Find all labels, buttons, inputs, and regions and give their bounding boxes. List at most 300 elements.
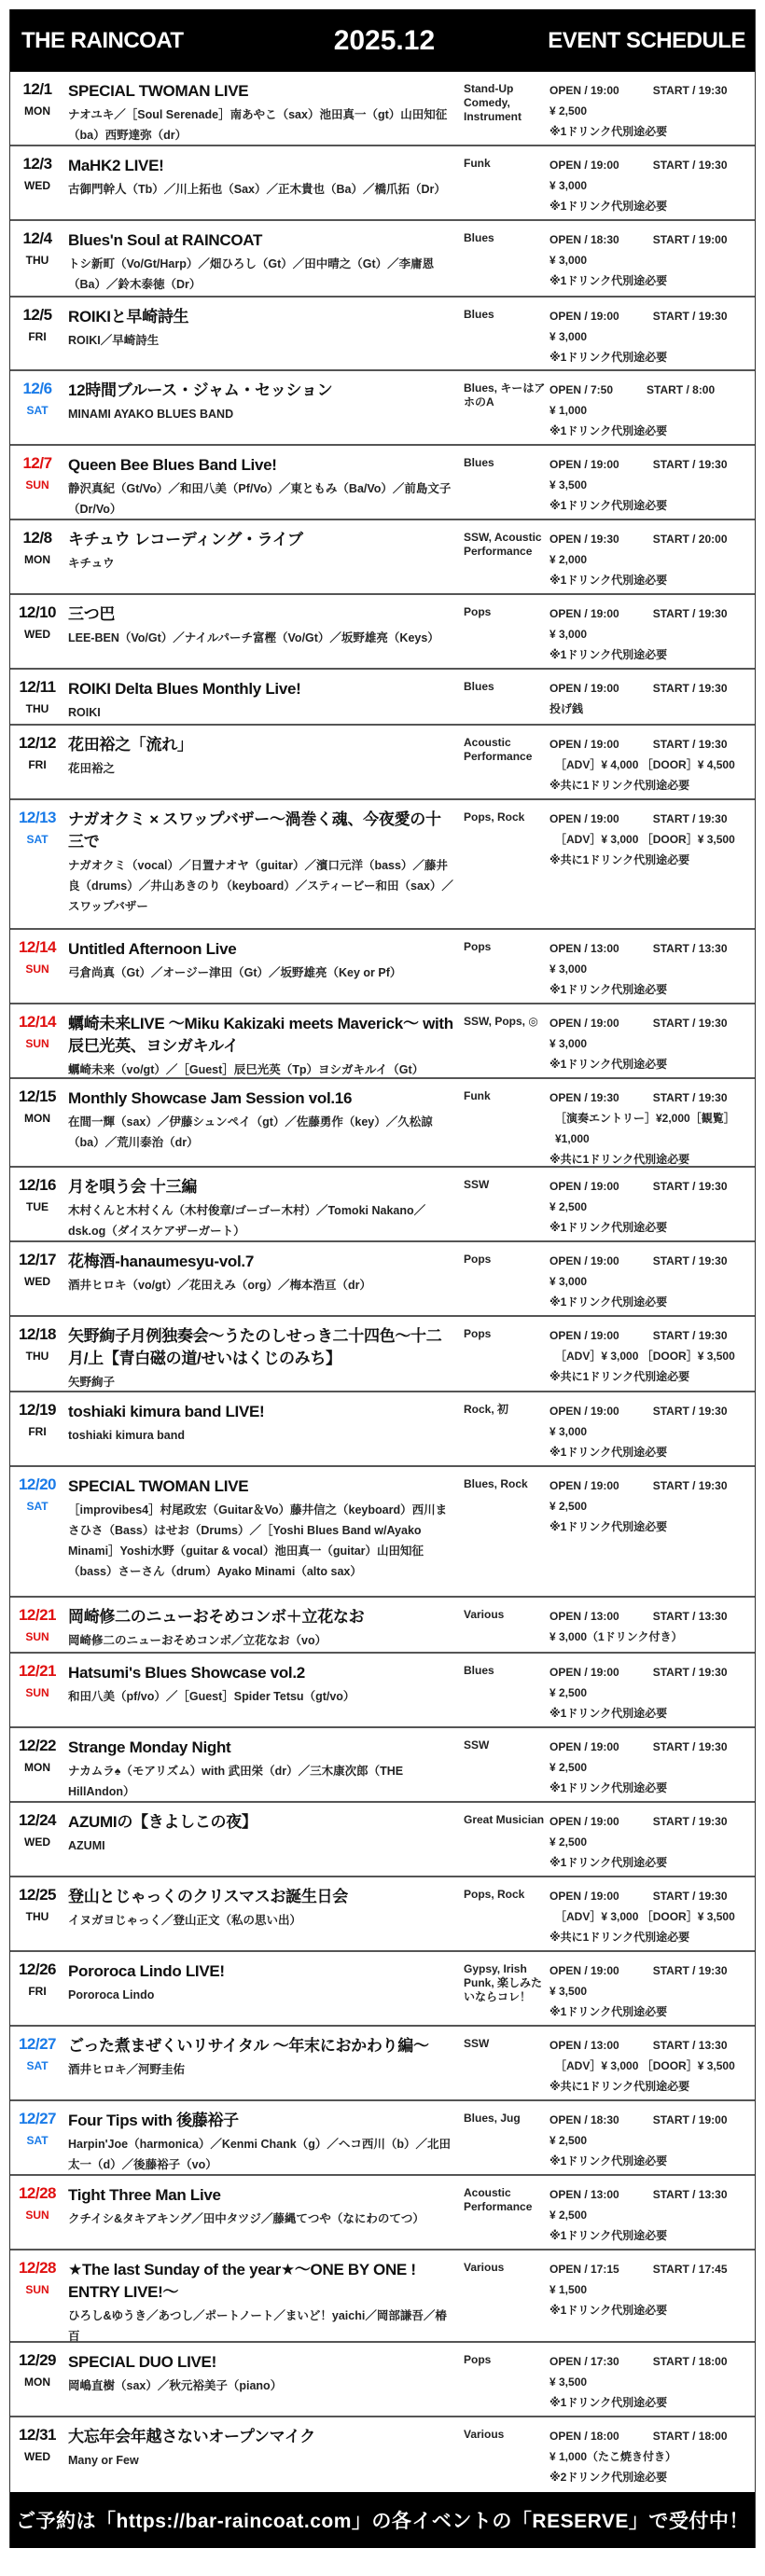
event-drink-note: ※1ドリンク代別途必要 [549, 2154, 668, 2167]
event-row [10, 1317, 755, 1392]
event-times [549, 80, 751, 101]
event-genre: Blues [464, 1664, 494, 1677]
event-price: ¥ 2,500 [549, 104, 588, 118]
event-main-cell [64, 1960, 464, 2019]
event-row [10, 2101, 755, 2176]
event-main-cell [64, 1606, 464, 1646]
event-start-time: START / 19:30 [652, 812, 728, 825]
event-info-cell [549, 1251, 755, 1309]
event-info-cell [549, 809, 755, 922]
event-performers: 岡嶋直樹（sax）／秋元裕美子（piano） [68, 2379, 283, 2392]
event-row [10, 2343, 755, 2417]
event-weekday: MON [24, 2375, 50, 2389]
event-title: Pororoca Lindo LIVE! [68, 1962, 225, 1980]
event-drink-note: ※共に1ドリンク代別途必要 [549, 853, 690, 866]
event-title: 月を唄う会 十三編 [68, 1178, 198, 1196]
event-start-time: START / 13:30 [652, 2039, 728, 2052]
event-info-cell [549, 1325, 755, 1385]
event-price: ［演奏エントリー］¥2,000［観覧］¥1,000 [555, 1112, 735, 1145]
event-row [10, 1598, 755, 1654]
event-open-time: OPEN / 17:15 [549, 2263, 619, 2276]
event-main-cell [64, 938, 464, 997]
event-open-time: OPEN / 19:00 [549, 738, 619, 751]
event-performers: ［improvibes4］村尾政宏（Guitar＆Vo）藤井信之（keyboard）西川まさひさ（Bass）はせお（Drums）／［Yoshi Blues Band w/Ayako Minami］Yoshi水野（guitar & vocal）池田真一（guitar）山田知征（bass）さーさん（drum）Ayako Minami（alto sax） [68, 1503, 448, 1578]
event-row [10, 726, 755, 800]
event-drink-note: ※1ドリンク代別途必要 [549, 1520, 668, 1533]
event-date: 12/10 [18, 603, 57, 621]
event-main-cell [64, 678, 464, 718]
event-start-time: START / 19:30 [652, 682, 728, 695]
event-date-cell [10, 809, 64, 922]
event-performers: LEE-BEN（Vo/Gt）／ナイルパーチ富樫（Vo/Gt）／坂野雄亮（Keys） [68, 631, 439, 644]
event-genre: Blues [464, 456, 494, 469]
event-open-time: OPEN / 18:00 [549, 2430, 619, 2443]
event-weekday: TUE [26, 1200, 49, 1213]
event-main-cell [64, 454, 464, 516]
event-row [10, 1728, 755, 1803]
event-weekday: SUN [25, 2283, 49, 2296]
event-price: ［ADV］¥ 3,000 ［DOOR］¥ 3,500 [555, 2059, 735, 2072]
event-row [10, 72, 755, 146]
event-title: Untitled Afternoon Live [68, 940, 237, 958]
event-price: ¥ 2,500 [549, 2134, 588, 2147]
event-title: 岡崎修二のニューおそめコンボ＋立花なお [68, 1608, 365, 1626]
event-row [10, 930, 755, 1004]
event-row [10, 595, 755, 670]
event-drink-note: ※1ドリンク代別途必要 [549, 648, 668, 661]
event-date: 12/16 [18, 1176, 57, 1194]
event-date: 12/12 [18, 734, 57, 752]
event-times [549, 229, 751, 250]
event-date-cell [10, 380, 64, 438]
event-open-time: OPEN / 19:30 [549, 1091, 619, 1104]
event-weekday: THU [25, 1350, 49, 1363]
event-weekday: SUN [25, 963, 49, 976]
event-genre: Stand-Up Comedy, Instrument [464, 82, 522, 123]
event-open-time: OPEN / 19:00 [549, 682, 619, 695]
event-date-cell [10, 2259, 64, 2335]
event-weekday: THU [25, 1910, 49, 1923]
event-row [10, 1079, 755, 1168]
event-price: ¥ 3,500 [549, 1985, 588, 1998]
event-times [549, 678, 751, 699]
event-performers: トシ新町（Vo/Gt/Harp）／畑ひろし（Gt）／田中晴之（Gt）／李庸恩（Ba）／鈴木泰徳（Dr） [68, 257, 435, 291]
event-row [10, 221, 755, 298]
event-times [549, 603, 751, 624]
event-open-time: OPEN / 19:00 [549, 607, 619, 620]
event-date-cell [10, 1606, 64, 1646]
event-row [10, 371, 755, 446]
event-date: 12/13 [18, 809, 57, 826]
event-price: ［ADV］¥ 4,000 ［DOOR］¥ 4,500 [555, 758, 735, 771]
event-title: toshiaki kimura band LIVE! [68, 1403, 265, 1420]
event-date-cell [10, 938, 64, 997]
event-genre: SSW, Acoustic Performance [464, 531, 542, 558]
event-date-cell [10, 1737, 64, 1795]
event-genre: Blues, Jug [464, 2112, 521, 2125]
event-performers: MINAMI AYAKO BLUES BAND [68, 408, 234, 421]
event-schedule-sheet [9, 9, 756, 2548]
event-date: 12/11 [19, 678, 56, 696]
event-date: 12/21 [18, 1606, 57, 1624]
event-main-cell [64, 603, 464, 662]
event-date: 12/19 [18, 1401, 57, 1419]
event-drink-note: ※1ドリンク代別途必要 [549, 2229, 668, 2242]
event-times [549, 529, 751, 549]
event-title: Blues'n Soul at RAINCOAT [68, 231, 263, 249]
event-weekday: WED [24, 628, 50, 641]
event-row [10, 670, 755, 726]
event-open-time: OPEN / 7:50 [549, 383, 614, 396]
event-row [10, 1654, 755, 1728]
event-start-time: START / 19:30 [652, 1964, 728, 1977]
event-main-cell [64, 2259, 464, 2343]
event-row [10, 1877, 755, 1952]
event-drink-note: ※共に1ドリンク代別途必要 [549, 779, 690, 792]
event-title: ROIKIと早崎詩生 [68, 308, 189, 325]
event-genre: SSW [464, 1178, 490, 1191]
event-title: Strange Monday Night [68, 1738, 231, 1756]
event-performers: 和田八美（pf/vo）／［Guest］Spider Tetsu（gt/vo） [68, 1690, 355, 1703]
event-price: ¥ 2,500 [549, 1761, 588, 1774]
event-performers: 酒井ヒロキ（vo/gt）／花田えみ（org）／梅本浩亘（dr） [68, 1279, 371, 1292]
event-date-cell [10, 1662, 64, 1721]
event-price: ¥ 3,000 [549, 330, 588, 343]
event-open-time: OPEN / 19:00 [549, 1479, 619, 1492]
event-price: ［ADV］¥ 3,000 ［DOOR］¥ 3,500 [555, 833, 735, 846]
event-open-time: OPEN / 19:00 [549, 1180, 619, 1193]
event-drink-note: ※1ドリンク代別途必要 [549, 1707, 668, 1720]
event-date-cell [10, 1886, 64, 1945]
event-price: ¥ 3,000 [549, 628, 588, 641]
event-info-cell [549, 1737, 755, 1795]
event-start-time: START / 19:30 [652, 1815, 728, 1828]
event-drink-note: ※共に1ドリンク代別途必要 [549, 1931, 690, 1944]
event-times [549, 1475, 751, 1496]
event-weekday: THU [25, 254, 49, 267]
event-open-time: OPEN / 19:00 [549, 1254, 619, 1267]
event-open-time: OPEN / 19:00 [549, 1017, 619, 1030]
event-open-time: OPEN / 19:00 [549, 310, 619, 323]
event-title: 花梅酒-hanaumesyu-vol.7 [68, 1253, 254, 1270]
event-title: キチュウ レコーディング・ライブ [68, 531, 303, 548]
event-genre: Blues, キーはアホのA [464, 381, 546, 409]
event-list [10, 72, 755, 2492]
event-start-time: START / 19:30 [652, 1666, 728, 1679]
event-start-time: START / 19:30 [652, 159, 728, 172]
event-start-time: START / 19:30 [652, 1329, 728, 1342]
event-row [10, 1803, 755, 1877]
schedule-header [10, 9, 755, 72]
event-open-time: OPEN / 19:00 [549, 1329, 619, 1342]
event-date: 12/28 [18, 2184, 57, 2202]
event-date: 12/26 [18, 1960, 57, 1978]
event-times [549, 734, 751, 755]
event-open-time: OPEN / 19:30 [549, 533, 619, 546]
event-date: 12/27 [18, 2035, 57, 2053]
event-genre: Blues, Rock [464, 1477, 528, 1490]
event-row [10, 1004, 755, 1079]
event-performers: 木村くんと木村くん（木村俊章/ゴーゴー木村）／Tomoki Nakano／dsk.og（ダイスケアザーガート） [68, 1204, 426, 1238]
event-row [10, 1952, 755, 2027]
event-drink-note: ※1ドリンク代別途必要 [549, 1295, 668, 1309]
event-times [549, 1662, 751, 1683]
event-main-cell [64, 1662, 464, 1721]
event-weekday: SUN [25, 1630, 49, 1643]
event-drink-note: ※1ドリンク代別途必要 [549, 1781, 668, 1794]
event-drink-note: ※共に1ドリンク代別途必要 [549, 1153, 690, 1166]
event-price: ¥ 3,000（1ドリンク付き） [549, 1630, 683, 1643]
event-performers: 弓倉尚真（Gt）／オージー津田（Gt）／坂野雄亮（Key or Pf） [68, 966, 402, 979]
event-date: 12/3 [22, 155, 52, 173]
event-date: 12/29 [18, 2351, 57, 2369]
event-info-cell [549, 1886, 755, 1945]
event-date-cell [10, 2035, 64, 2094]
event-row [10, 446, 755, 520]
event-times [549, 454, 751, 475]
event-start-time: START / 19:30 [652, 1479, 728, 1492]
event-start-time: START / 13:30 [652, 1610, 728, 1623]
event-date: 12/17 [18, 1251, 57, 1268]
event-times [549, 306, 751, 326]
event-row [10, 1392, 755, 1467]
event-open-time: OPEN / 17:30 [549, 2355, 619, 2368]
event-start-time: START / 19:30 [652, 310, 728, 323]
event-drink-note: ※1ドリンク代別途必要 [549, 499, 668, 512]
event-row [10, 520, 755, 595]
event-date-cell [10, 2110, 64, 2168]
event-open-time: OPEN / 18:30 [549, 2113, 619, 2126]
event-date-cell [10, 678, 64, 718]
event-weekday: MON [24, 1761, 50, 1774]
event-performers: キチュウ [68, 557, 115, 570]
event-genre: Pops [464, 940, 492, 953]
event-row [10, 2417, 755, 2492]
event-weekday: SUN [25, 2209, 49, 2222]
event-main-cell [64, 155, 464, 214]
event-info-cell [549, 1475, 755, 1590]
event-drink-note: ※1ドリンク代別途必要 [549, 351, 668, 364]
event-genre: Pops [464, 605, 492, 618]
event-open-time: OPEN / 19:00 [549, 1405, 619, 1418]
event-info-cell [549, 229, 755, 290]
event-date: 12/31 [18, 2426, 57, 2444]
event-start-time: START / 19:30 [652, 1405, 728, 1418]
event-main-cell [64, 2351, 464, 2410]
event-weekday: SAT [26, 404, 49, 417]
event-genre: SSW [464, 2037, 490, 2050]
schedule-subtitle: EVENT SCHEDULE [548, 27, 745, 53]
event-info-cell [549, 2184, 755, 2243]
event-info-cell [549, 529, 755, 588]
event-times [549, 2426, 751, 2446]
event-start-time: START / 19:30 [652, 1180, 728, 1193]
event-open-time: OPEN / 19:00 [549, 1666, 619, 1679]
event-date: 12/15 [18, 1087, 57, 1105]
event-start-time: START / 13:30 [652, 2188, 728, 2201]
event-genre: Funk [464, 157, 491, 170]
event-genre: Pops [464, 1253, 492, 1266]
event-date-cell [10, 1960, 64, 2019]
event-price: ［ADV］¥ 3,000 ［DOOR］¥ 3,500 [555, 1350, 735, 1363]
event-genre: Acoustic Performance [464, 2186, 533, 2213]
event-weekday: SAT [26, 833, 49, 846]
event-genre: Blues [464, 680, 494, 693]
event-date-cell [10, 2184, 64, 2243]
event-info-cell [549, 2259, 755, 2335]
event-open-time: OPEN / 19:00 [549, 812, 619, 825]
event-performers: 矢野絢子 [68, 1376, 116, 1389]
event-performers: 静沢真紀（Gt/Vo）／和田八美（Pf/Vo）／東ともみ（Ba/Vo）／前島文子（Dr/Vo） [68, 482, 452, 516]
event-row [10, 800, 755, 930]
event-weekday: THU [25, 702, 49, 715]
event-genre: SSW, Pops, ◎ [464, 1015, 538, 1028]
event-weekday: MON [24, 104, 50, 118]
event-info-cell [549, 1401, 755, 1460]
event-date-cell [10, 1176, 64, 1235]
event-weekday: SAT [26, 2059, 49, 2072]
event-performers: ROIKI／早崎詩生 [68, 334, 160, 347]
event-open-time: OPEN / 18:30 [549, 233, 619, 246]
event-row [10, 2251, 755, 2343]
event-price: ¥ 1,000 [549, 404, 588, 417]
event-times [549, 155, 751, 175]
event-title: 三つ巴 [68, 605, 116, 623]
event-info-cell [549, 306, 755, 364]
event-performers: Pororoca Lindo [68, 1988, 155, 2001]
event-main-cell [64, 2426, 464, 2486]
event-start-time: START / 19:30 [652, 1017, 728, 1030]
event-start-time: START / 19:30 [652, 1091, 728, 1104]
event-date-cell [10, 529, 64, 588]
event-open-time: OPEN / 13:00 [549, 2188, 619, 2201]
event-date: 12/6 [22, 380, 52, 397]
event-open-time: OPEN / 19:00 [549, 1964, 619, 1977]
event-main-cell [64, 529, 464, 588]
event-row [10, 298, 755, 371]
event-date: 12/4 [22, 229, 52, 247]
event-genre: Rock, 初 [464, 1403, 509, 1416]
event-price: ¥ 1,500 [549, 2283, 588, 2296]
event-open-time: OPEN / 13:00 [549, 942, 619, 955]
event-open-time: OPEN / 13:00 [549, 2039, 619, 2052]
event-main-cell [64, 1251, 464, 1309]
reservation-banner [10, 2492, 755, 2548]
event-performers: 古御門幹人（Tb）／川上拓也（Sax）／正木貴也（Ba）／橋爪拓（Dr） [68, 183, 446, 196]
event-weekday: WED [24, 1275, 50, 1288]
event-performers: ナオユキ／［Soul Serenade］南あやこ（sax）池田真一（gt）山田知征（ba）西野達弥（dr） [68, 108, 448, 142]
event-start-time: START / 19:30 [652, 458, 728, 471]
event-date: 12/18 [18, 1325, 57, 1343]
event-performers: AZUMI [68, 1839, 105, 1852]
event-drink-note: ※2ドリンク代別途必要 [549, 2471, 668, 2484]
event-main-cell [64, 1325, 464, 1389]
event-drink-note: ※1ドリンク代別途必要 [549, 2005, 668, 2018]
event-times [549, 1087, 751, 1108]
event-info-cell [549, 454, 755, 513]
event-times [549, 1251, 751, 1271]
event-info-cell [549, 1960, 755, 2019]
event-start-time: START / 19:30 [652, 607, 728, 620]
event-price: ¥ 2,500 [549, 2209, 588, 2222]
event-performers: ナガオクミ（vocal）／日置ナオヤ（guitar）／濱口元洋（bass）／藤井良（drums）／井山あきのり（keyboard）／スティービー和田（sax）／スワップバザー [68, 859, 453, 913]
event-info-cell [549, 1087, 755, 1166]
event-weekday: FRI [28, 330, 47, 343]
event-weekday: SUN [25, 478, 49, 492]
event-main-cell [64, 1737, 464, 1798]
event-date-cell [10, 603, 64, 662]
event-genre: Blues [464, 231, 494, 244]
event-title: ナガオクミ × スワップバザー〜渦巻く魂、今夜愛の十三で [68, 810, 441, 851]
event-drink-note: ※1ドリンク代別途必要 [549, 1446, 668, 1459]
event-main-cell [64, 1087, 464, 1160]
event-performers: toshiaki kimura band [68, 1429, 186, 1442]
event-open-time: OPEN / 19:00 [549, 1890, 619, 1903]
event-date: 12/22 [18, 1737, 57, 1754]
event-date-cell [10, 1401, 64, 1460]
event-info-cell [549, 603, 755, 662]
event-open-time: OPEN / 13:00 [549, 1610, 619, 1623]
event-title: AZUMIの【きよしこの夜】 [68, 1813, 257, 1831]
event-weekday: FRI [28, 1425, 47, 1438]
event-drink-note: ※1ドリンク代別途必要 [549, 200, 668, 213]
event-drink-note: ※1ドリンク代別途必要 [549, 1856, 668, 1869]
event-open-time: OPEN / 19:00 [549, 458, 619, 471]
event-date: 12/20 [18, 1475, 57, 1493]
event-row [10, 1242, 755, 1317]
schedule-month: 2025.12 [333, 24, 436, 56]
event-price: ¥ 3,000 [549, 254, 588, 267]
event-times [549, 2259, 751, 2279]
event-date: 12/25 [18, 1886, 57, 1904]
event-main-cell [64, 734, 464, 793]
event-performers: ナカムラ♠（モアリズム）with 武田栄（dr）／三木康次郎（THE HillAndon） [68, 1765, 404, 1798]
event-start-time: START / 19:30 [652, 84, 728, 97]
event-performers: 岡崎修二のニューおそめコンボ／立花なお（vo） [68, 1634, 327, 1647]
event-price: ¥ 3,500 [549, 478, 588, 492]
event-start-time: START / 18:00 [652, 2355, 728, 2368]
event-genre: Pops [464, 2353, 492, 2366]
event-info-cell [549, 734, 755, 793]
event-performers: クチイシ&タキアキング／田中タツジ／藤縄てつや（なにわのてつ） [68, 2212, 424, 2225]
event-performers: イヌガヨじゃっく／登山正文（私の思い出） [68, 1914, 302, 1927]
event-info-cell [549, 80, 755, 139]
event-weekday: SAT [26, 1500, 49, 1513]
event-genre: SSW [464, 1738, 490, 1752]
event-weekday: FRI [28, 1985, 47, 1998]
event-main-cell [64, 2110, 464, 2171]
event-main-cell [64, 306, 464, 364]
event-genre: Pops [464, 1327, 492, 1340]
event-times [549, 380, 751, 400]
event-start-time: START / 17:45 [652, 2263, 728, 2276]
event-drink-note: ※1ドリンク代別途必要 [549, 1221, 668, 1234]
event-date-cell [10, 229, 64, 290]
event-price: ［ADV］¥ 3,000 ［DOOR］¥ 3,500 [555, 1910, 735, 1923]
event-times [549, 809, 751, 829]
event-main-cell [64, 2184, 464, 2243]
event-date-cell [10, 1475, 64, 1590]
event-price: ¥ 2,000 [549, 553, 588, 566]
event-title: Queen Bee Blues Band Live! [68, 456, 277, 474]
event-title: Monthly Showcase Jam Session vol.16 [68, 1089, 353, 1107]
event-start-time: START / 19:30 [652, 1254, 728, 1267]
event-drink-note: ※1ドリンク代別途必要 [549, 983, 668, 996]
event-main-cell [64, 2035, 464, 2094]
event-date-cell [10, 454, 64, 513]
event-price: ¥ 3,000 [549, 1425, 588, 1438]
event-title: Hatsumi's Blues Showcase vol.2 [68, 1664, 305, 1682]
